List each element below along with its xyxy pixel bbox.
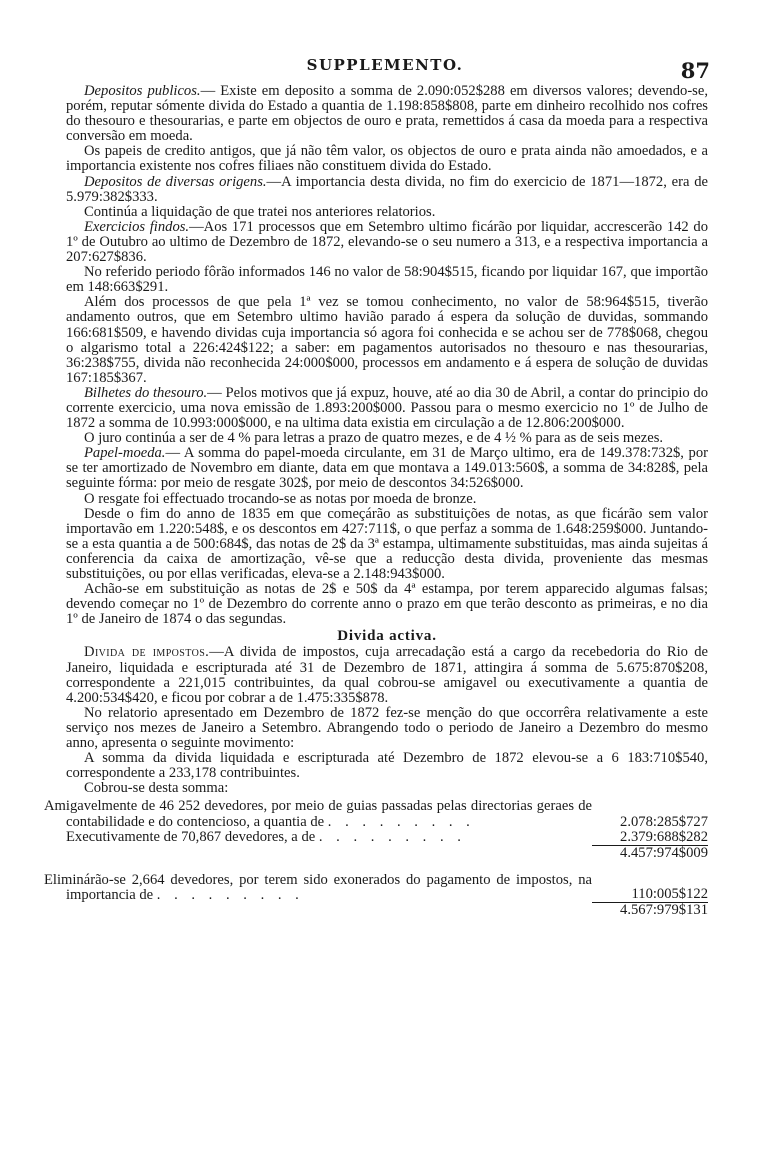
accounts-total: 4.567:979$131 [620,902,708,919]
accounts-row [66,830,708,846]
accounts-row-amount: 2.078:285$727 [620,813,708,830]
paragraph-liquidacao: Continúa a liquidação de que tratei nos anteriores relatorios. [84,203,436,220]
page-number: 87 [680,58,710,83]
paragraph-text: — A somma do papel-moeda circulante, em 31 de Março ultimo, era de 149.378:732$, por se ter amortizado de Novembro em diante, data em que montava a 149.013:560$, a somma de 34:828$, pela seguinte fórma: por meio de resgate 302$, por meio de descontos 34:526$000. [66,445,708,492]
page-body [44,83,708,919]
paragraph-divida-impostos [66,645,708,705]
paragraph-divida-liquidada: A somma da divida liquidada e escripturada até Dezembro de 1872 elevou-se a 6 183:710$540, correspondente a 233,178 contribuintes. [66,750,708,782]
paragraph-substituicoes: Desde o fim do anno de 1835 em que começárão as substituições de notas, as que ficárão sem valor importavão em 1.220:548$, e os descontos em 427:711$, o que perfaz a somma de 1.648:259$000. Juntando-se a esta quantia a de 500:684$, das notas de 2$ da 3ª estampa, ultimamente substituidas, mas ainda sujeitas á conferencia da caixa de amortização, vê-se que a reducção desta divida, proveniente das mesmas substituições, ou por ellas verificadas, eleva-se a 2.148:943$000. [66,505,708,582]
paragraph-text: — Pelos motivos que já expuz, houve, até ao dia 30 de Abril, a contar do principio do corrente exercicio, uma nova emissão de 1.893:200$000. Passou para o mesmo exercicio no 1º de Julho de 1872 a somma de 10.993:000$000, e na ultima data existia em circulação a de 12.806:200$000. [66,384,708,432]
paragraph-notas-substituicao: Achão-se em substituição as notas de 2$ e 50$ da 4ª estampa, por terem apparecido algumas falsas; devendo começar no 1º de Dezembro do corrente anno o prazo em que terão desconto as primeiras, e no dia 1º de Janeiro de 1874 o das segundas. [66,581,708,628]
paragraph-relatorio: No relatorio apresentado em Dezembro de 1872 fez-se menção do que occorrêra relativamente a este serviço nos mezes de Janeiro a Setembro. Abrangendo todo o periodo de Janeiro a Dezembro do mesmo anno, apresenta o seguinte movimento: [66,704,708,752]
accounts-row [66,873,708,903]
paragraph-lead: Depositos de diversas origens. [84,173,267,190]
accounts-row-desc: Executivamente de 70,867 devedores, a de . . . . . . . . . [66,829,466,846]
paragraph-lead: Exercicios findos. [84,218,190,235]
paragraph-text: —Aos 171 processos que em Setembro ultimo ficárão por liquidar, accrescerão 142 do 1º de Outubro ao ultimo de Dezembro de 1872, elevando-se o seu numero a 313, e a respectiva importancia a 207:627$836. [66,218,708,266]
accounts-subtotal-row [66,845,708,861]
paragraph-papeis-credito: Os papeis de credito antigos, que já não têm valor, os objectos de ouro e prata ainda não amoedados, e a importancia existente nos cofres filiaes não constituem divida do Estado. [66,143,708,175]
accounts-row-amount: 110:005$122 [592,873,708,903]
paragraph-juro: O juro continúa a ser de 4 % para letras a prazo de quatro mezes, e de 4 ½ % para as de seis mezes. [84,430,664,447]
leader-dots: . . . . . . . . . [318,829,466,846]
section-title: Divida activa. [337,628,437,645]
paragraph-text: —A importancia desta divida, no fim do exercicio de 1871—1872, era de 5.979:382$333. [66,173,708,205]
running-title: SUPPLEMENTO. [306,56,464,74]
leader-dots: . . . . . . . . . [156,886,304,903]
paragraph-lead: Bilhetes do thesouro. [84,384,208,401]
paragraph-text: —A divida de impostos, cuja arrecadação está a cargo da recebedoria do Rio de Janeiro, liquidada e escripturada até 31 de Dezembro de 1871, attingira á somma de 5.675:870$208, correspondente a 221,015 contribuintes, da qual cobrou-se amigavel ou executivamente a quantia de 4.200:534$420, e ficou por cobrar a de 1.475:335$878. [66,644,708,706]
accounts-row [66,799,708,829]
paragraph-lead: Divida de impostos. [84,644,210,661]
accounts-table [44,798,708,919]
paragraph-periodo-informados: No referido periodo fôrão informados 146 no valor de 58:904$515, ficando por liquidar 167, que importão em 148:663$291. [66,264,708,296]
accounts-row-desc: Amigavelmente de 46 252 devedores, por meio de guias passadas pelas directorias geraes de contabilidade e do contencioso, a quantia de . . . . . . . . . [44,798,592,830]
leader-dots: . . . . . . . . . [327,813,475,830]
paragraph-depositos-publicos [66,84,708,144]
paragraph-depositos-diversas-origens [66,175,708,205]
accounts-row-desc: Eliminárão-se 2,664 devedores, por terem sido exonerados do pagamento de impostos, na importancia de . . . . . . . . . [44,871,592,903]
paragraph-bilhetes-thesouro [66,386,708,431]
paragraph-resgate: O resgate foi effectuado trocando-se as notas por moeda de bronze. [84,490,477,507]
accounts-row-amount: 2.379:688$282 [592,830,708,846]
paragraph-exercicios-findos [66,220,708,265]
paragraph-papel-moeda [66,446,708,491]
paragraph-lead: Papel-moeda. [84,445,166,462]
paragraph-lead: Depositos publicos. [84,83,201,99]
paragraph-processos: Além dos processos de que pela 1ª vez se tomou conhecimento, no valor de 58:964$515, tiverão andamento outros, que em Setembro ultimo havião parado á espera da solução de duvidas, sommando 166:681$509, e havendo dividas cuja importancia só agora foi conhecida e se achou ser de 778$068, chegou o algarismo total a 226:424$122; a saber: em pagamentos autorisados no thesouro e nas thesourarias, 36:238$755, divida não reconhecida 24:000$000, processos em andamento e á espera de solução de duvidas 167:185$367. [66,294,708,386]
accounts-total-row [66,903,708,919]
paragraph-text: — Existe em deposito a somma de 2.090:052$288 em diversos valores; devendo-se, porém, reputar sómente divida do Estado a quantia de 1.198:858$808, parte em dinheiro recolhido nos cofres do thesouro e thesourarias, e parte em objectos de ouro e prata, remettidos á casa da moeda para a respectiva conversão em moeda. [66,83,708,145]
paragraph-cobrou-se: Cobrou-se desta somma: [84,780,229,797]
accounts-subtotal: 4.457:974$009 [620,844,708,861]
